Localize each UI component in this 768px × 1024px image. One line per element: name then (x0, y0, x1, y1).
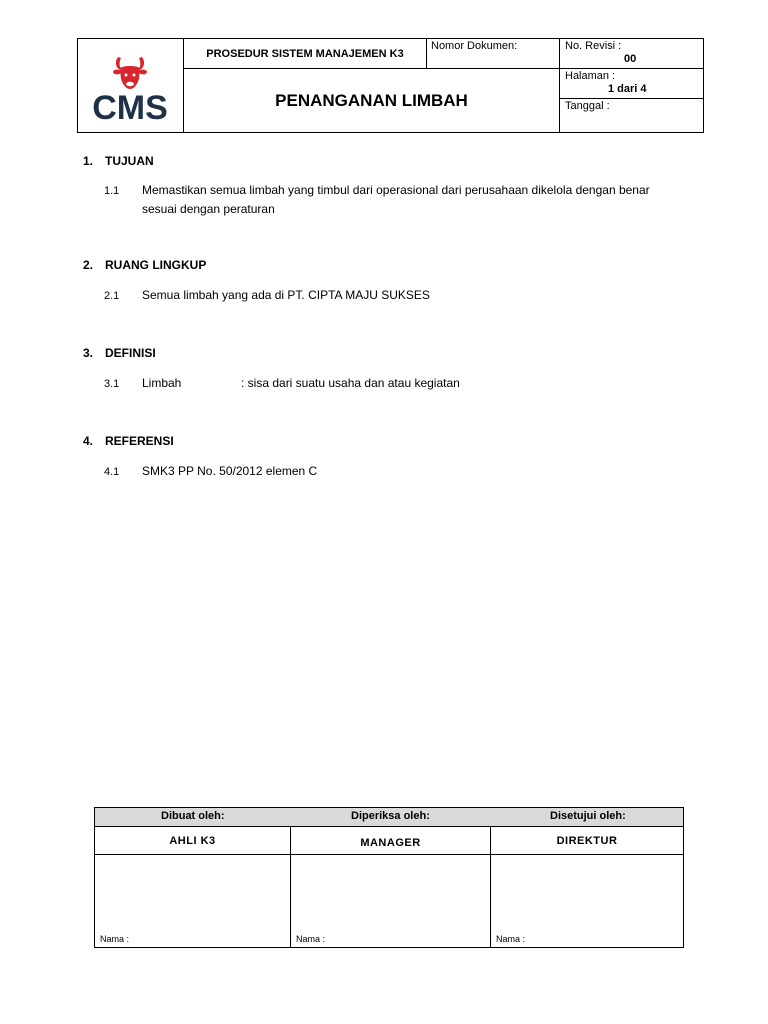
section-title: RUANG LINGKUP (105, 258, 207, 272)
item-text: Memastikan semua limbah yang timbul dari operasional dari perusahaan dikelola dengan benar (142, 183, 650, 197)
name-label: Nama : (496, 934, 526, 944)
approval-column-ahli-k3 (95, 827, 291, 947)
cms-logo-icon (82, 51, 178, 123)
document-title: PENANGANAN LIMBAH (184, 69, 560, 132)
section-heading-referensi (83, 434, 174, 448)
revision-label: No. Revisi : (565, 40, 622, 52)
date-cell (560, 99, 703, 132)
approval-header-made-by: Dibuat oleh: (161, 810, 225, 822)
page-cell (560, 69, 703, 99)
definition-text: : sisa dari suatu usaha dan atau kegiatan (241, 376, 460, 390)
section-number: 3. (83, 346, 94, 360)
item-number: 3.1 (104, 378, 120, 390)
item-number: 2.1 (104, 290, 120, 302)
document-header (77, 38, 704, 133)
company-logo (78, 39, 184, 132)
document-number-label: Nomor Dokumen: (427, 39, 560, 69)
section-number: 2. (83, 258, 94, 272)
revision-cell (560, 39, 703, 69)
section-title: REFERENSI (105, 434, 174, 448)
item-text: SMK3 PP No. 50/2012 elemen C (142, 464, 318, 478)
revision-value: 00 (624, 53, 637, 65)
section-heading-definisi (83, 346, 156, 360)
date-label: Tanggal : (565, 100, 610, 112)
name-label: Nama : (296, 934, 326, 944)
procedure-title: PROSEDUR SISTEM MANAJEMEN K3 (184, 39, 427, 69)
approval-column-manager (291, 827, 491, 947)
approval-role: AHLI K3 (95, 827, 290, 855)
name-label: Nama : (100, 934, 130, 944)
approval-role: DIREKTUR (491, 827, 683, 855)
section-number: 4. (83, 434, 94, 448)
section-number: 1. (83, 154, 94, 168)
section-heading-ruang-lingkup (83, 258, 206, 272)
item-number: 4.1 (104, 466, 120, 478)
logo-text: CMS (92, 89, 168, 123)
page-value: 1 dari 4 (608, 83, 647, 95)
section-heading-tujuan (83, 154, 154, 168)
approval-column-direktur (491, 827, 683, 947)
section-title: TUJUAN (105, 154, 154, 168)
approval-header-approved-by: Disetujui oleh: (550, 810, 626, 822)
item-text-continued: sesuai dengan peraturan (142, 202, 275, 216)
approval-role: MANAGER (291, 827, 490, 855)
definition-term: Limbah (142, 376, 182, 390)
section-title: DEFINISI (105, 346, 156, 360)
approval-header-checked-by: Diperiksa oleh: (351, 810, 430, 822)
approval-header-row (95, 808, 683, 827)
page-label: Halaman : (565, 70, 616, 82)
approval-table (94, 807, 684, 948)
item-number: 1.1 (104, 185, 120, 197)
item-text: Semua limbah yang ada di PT. CIPTA MAJU SUKSES (142, 288, 430, 302)
